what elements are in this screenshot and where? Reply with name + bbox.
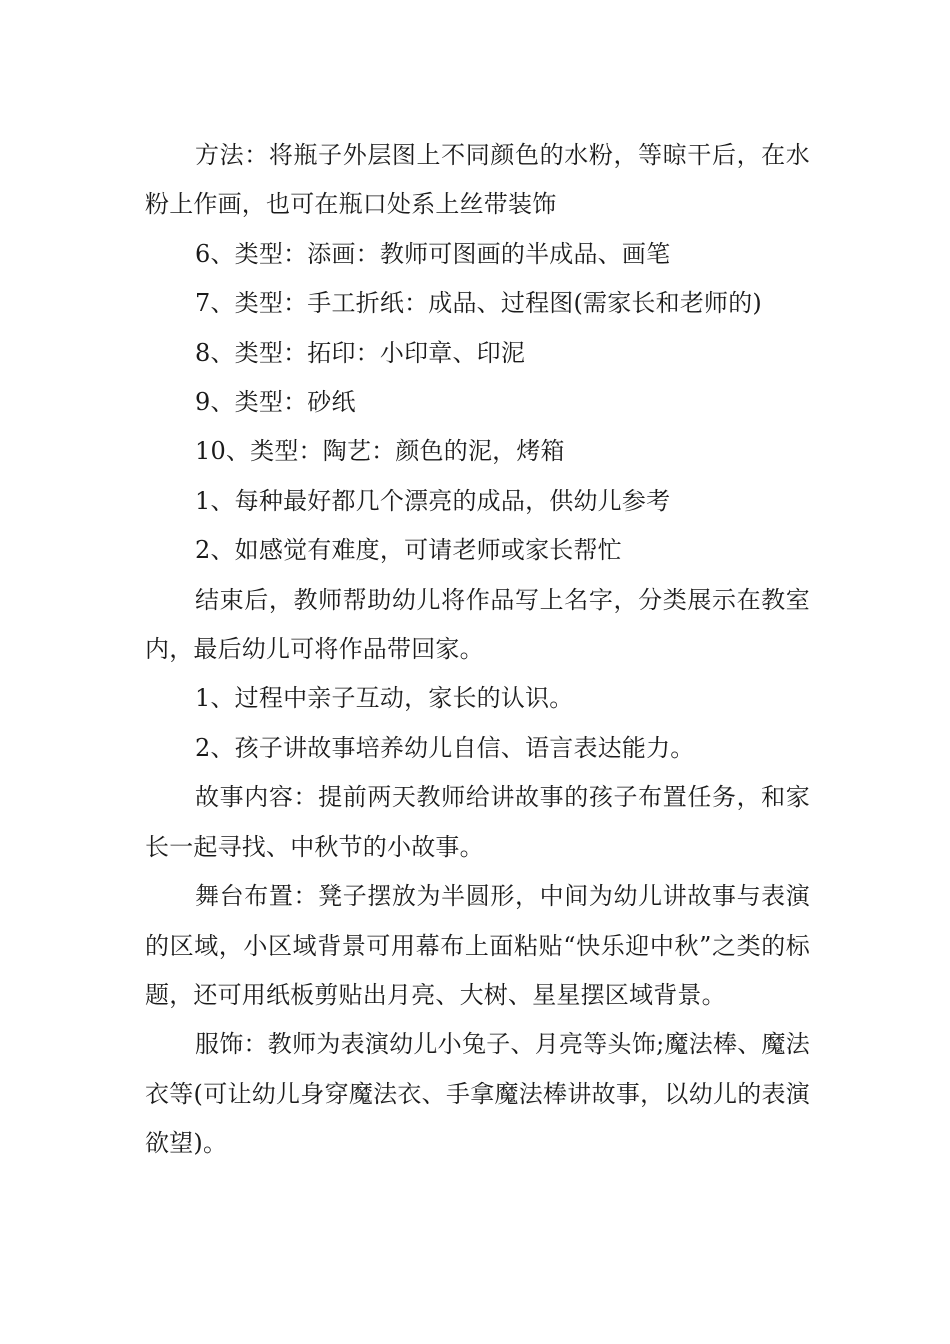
paragraph-type-8: 8、类型：拓印：小印章、印泥	[195, 338, 526, 367]
document-body	[145, 131, 810, 1169]
paragraph-type-6: 6、类型：添画：教师可图画的半成品、画笔	[195, 239, 671, 268]
paragraph-type-10: 10、类型：陶艺：颜色的泥，烤箱	[195, 437, 565, 466]
paragraph-costumes: 服饰：教师为表演幼儿小兔子、月亮等头饰;魔法棒、魔法衣等(可让幼儿身穿魔法衣、手拿魔法棒讲故事，以幼儿的表演欲望)。	[145, 1030, 810, 1158]
paragraph-note-1: 1、每种最好都几个漂亮的成品，供幼儿参考	[195, 486, 671, 515]
paragraph-method: 方法：将瓶子外层图上不同颜色的水粉，等晾干后，在水粉上作画，也可在瓶口处系上丝带装饰	[145, 141, 810, 219]
paragraph-type-7: 7、类型：手工折纸：成品、过程图(需家长和老师的)	[195, 289, 762, 318]
paragraph-goal-2: 2、孩子讲故事培养幼儿自信、语言表达能力。	[195, 733, 695, 762]
paragraph-ending: 结束后，教师帮助幼儿将作品写上名字，分类展示在教室内，最后幼儿可将作品带回家。	[145, 585, 810, 664]
paragraph-note-2: 2、如感觉有难度，可请老师或家长帮忙	[195, 536, 622, 565]
paragraph-stage-setup: 舞台布置：凳子摆放为半圆形，中间为幼儿讲故事与表演的区域，小区域背景可用幕布上面粘贴“快乐迎中秋”之类的标题，还可用纸板剪贴出月亮、大树、星星摆区域背景。	[145, 882, 810, 1009]
paragraph-type-9: 9、类型：砂纸	[195, 388, 356, 417]
paragraph-story-content: 故事内容：提前两天教师给讲故事的孩子布置任务，和家长一起寻找、中秋节的小故事。	[145, 783, 810, 861]
paragraph-goal-1: 1、过程中亲子互动，家长的认识。	[195, 684, 574, 713]
